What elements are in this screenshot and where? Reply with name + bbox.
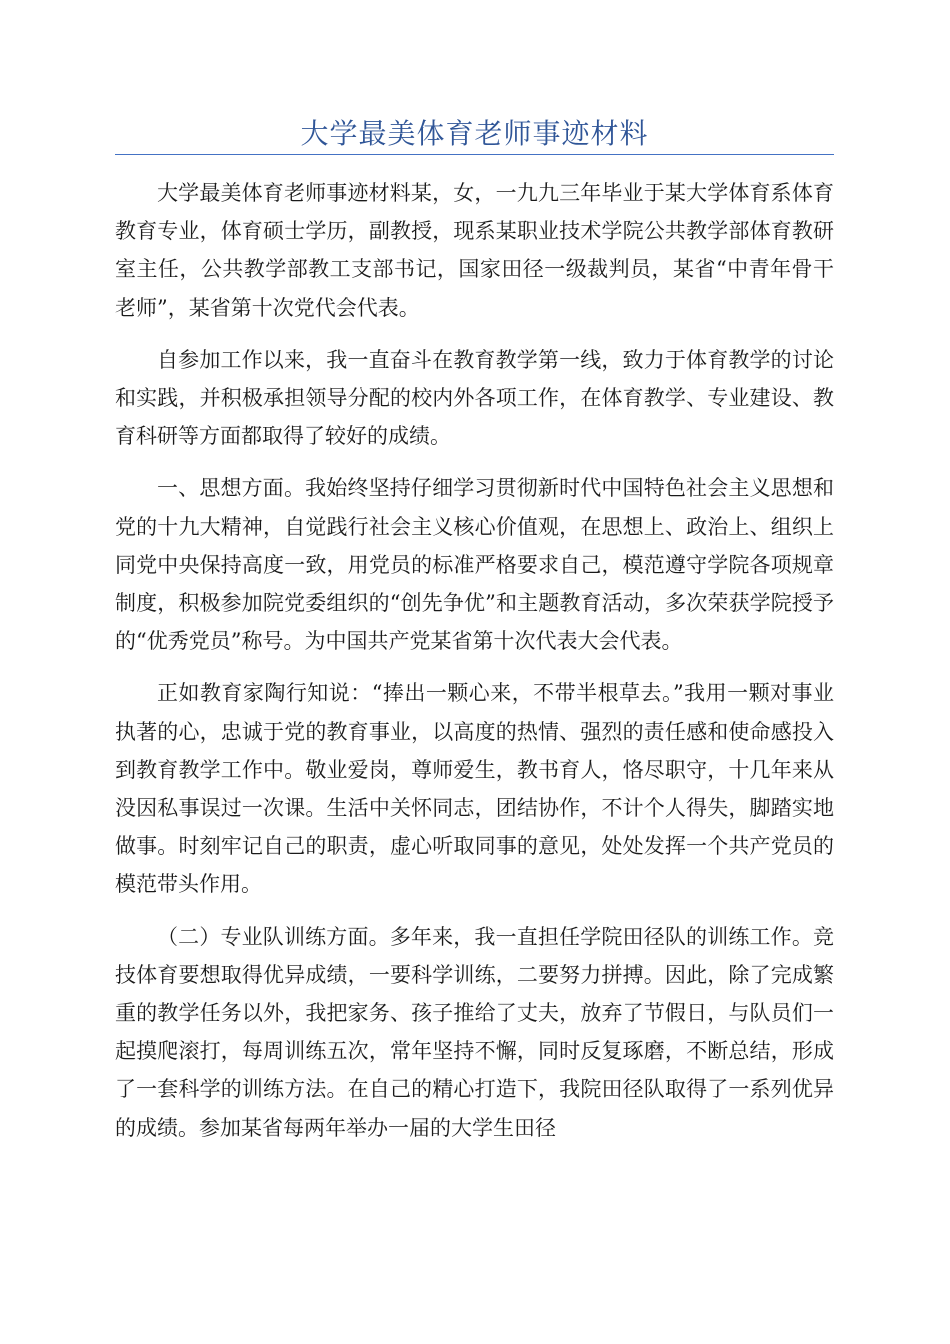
title-underline (115, 154, 834, 155)
document-body (115, 174, 834, 1147)
paragraph-intro: 大学最美体育老师事迹材料某，女，一九九三年毕业于某大学体育系体育教育专业，体育硕士学历，副教授，现系某职业技术学院公共教学部体育教研室主任，公共教学部教工支部书记，国家田径一级裁判员，某省“中青年骨干老师”，某省第十次党代会代表。 (115, 181, 834, 320)
document-title: 大学最美体育老师事迹材料 (300, 117, 649, 150)
paragraph-dedication: 正如教育家陶行知说：“捧出一颗心来，不带半根草去。”我用一颗对事业执著的心，忠诚于党的教育事业，以高度的热情、强烈的责任感和使命感投入到教育教学工作中。敬业爱岗，尊师爱生，教书育人，恪尽职守，十几年来从没因私事误过一次课。生活中关怀同志，团结协作，不计个人得失，脚踏实地做事。时刻牢记自己的职责，虚心听取同事的意见，处处发挥一个共产党员的模范带头作用。 (115, 681, 834, 897)
paragraph-team-training: （二）专业队训练方面。多年来，我一直担任学院田径队的训练工作。竞技体育要想取得优异成绩，一要科学训练，二要努力拼搏。因此，除了完成繁重的教学任务以外，我把家务、孩子推给了丈夫，放弃了节假日，与队员们一起摸爬滚打，每周训练五次，常年坚持不懈，同时反复琢磨，不断总结，形成了一套科学的训练方法。在自己的精心打造下，我院田径队取得了一系列优异的成绩。参加某省每两年举办一届的大学生田径 (115, 924, 834, 1140)
paragraph-ideology: 一、思想方面。我始终坚持仔细学习贯彻新时代中国特色社会主义思想和党的十九大精神，自觉践行社会主义核心价值观，在思想上、政治上、组织上同党中央保持高度一致，用党员的标准严格要求自己，模范遵守学院各项规章制度，积极参加院党委组织的“创先争优”和主题教育活动，多次荣获学院授予的“优秀党员”称号。为中国共产党某省第十次代表大会代表。 (115, 476, 834, 654)
paragraph-work-summary: 自参加工作以来，我一直奋斗在教育教学第一线，致力于体育教学的讨论和实践，并积极承担领导分配的校内外各项工作，在体育教学、专业建设、教育科研等方面都取得了较好的成绩。 (115, 347, 834, 449)
